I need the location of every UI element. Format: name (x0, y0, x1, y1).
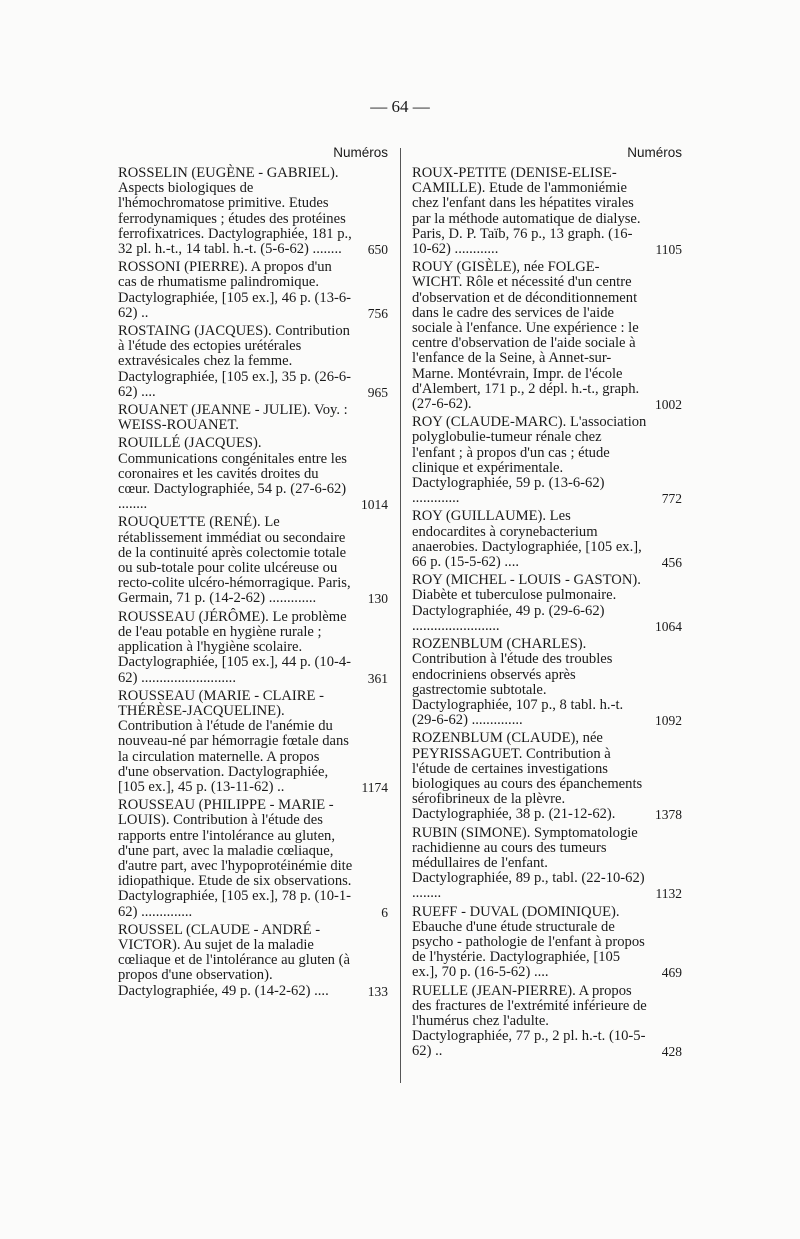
entry-text: ROZENBLUM (CLAUDE), née PEYRISSAGUET. Contribution à l'étude de certaines investigations biologiques au cours des épanchements sérofibrineux de la plèvre. Dactylographiée, 38 p. (21-12-62). (412, 730, 643, 823)
entry-number: 1174 (361, 779, 388, 795)
entry-text: ROY (CLAUDE-MARC). L'association polyglobulie-tumeur rénale chez l'enfant ; à propos d'un cas ; étude clinique et expérimentale. Dactylographiée, 59 p. (13-6-62) ............. (412, 414, 647, 507)
entry-text: ROSSELIN (EUGÈNE - GABRIEL). Aspects biologiques de l'hémochromatose primitive. Etudes ferrodynamiques ; études des protéines ferrofixatrices. Dactylographiée, 181 p., 32 pl. h.-t., 14 tabl. h.-t. (5-6-62) ........ (118, 165, 352, 258)
index-entry (118, 166, 388, 257)
entry-number: 965 (367, 384, 388, 400)
column-header: Numéros (627, 145, 682, 160)
index-entry (118, 689, 388, 795)
entry-number: 6 (381, 904, 388, 920)
entry-text: RUEFF - DUVAL (DOMINIQUE). Ebauche d'une étude structurale de psycho - pathologie de l'enfant à propos de l'hystérie. Dactylographiée, [105 ex.], 70 p. (16-5-62) .... (412, 903, 645, 981)
entry-text: ROUSSEAU (PHILIPPE - MARIE - LOUIS). Contribution à l'étude des rapports entre l'intolérance au gluten, d'une part, avec la maladie cœliaque, d'autre part, avec l'hypoprotéinémie dite idiopathique. Etude de six observations. Dactylographiée, [105 ex.], 78 p. (10-1-62) .............. (118, 797, 353, 920)
entry-number: 456 (661, 555, 682, 571)
entry-number: 1014 (361, 497, 388, 513)
left-column (118, 145, 388, 1002)
index-entry (118, 436, 388, 512)
entry-number: 1378 (655, 807, 682, 823)
entry-number: 650 (367, 242, 388, 258)
page-number: — 64 — (370, 97, 430, 116)
left-entries (118, 166, 388, 999)
entry-text: ROUSSEL (CLAUDE - ANDRÉ - VICTOR). Au sujet de la maladie cœliaque et de l'intolérance au gluten (à propos d'une observation). Dactylographiée, 49 p. (14-2-62) .... (118, 921, 350, 999)
index-entry (412, 260, 682, 412)
entry-number: 756 (367, 305, 388, 321)
entry-text: ROY (MICHEL - LOUIS - GASTON). Diabète et tuberculose pulmonaire. Dactylographiée, 49 p. (29-6-62) ........................ (412, 572, 641, 634)
entry-text: ROZENBLUM (CHARLES). Contribution à l'étude des troubles endocriniens observés après gastrectomie subtotale. Dactylographiée, 107 p., 8 tabl. h.-t. (29-6-62) .............. (412, 636, 624, 729)
index-entry (118, 324, 388, 400)
column-header: Numéros (333, 145, 388, 160)
entry-number: 1002 (655, 397, 682, 413)
entry-text: ROSSONI (PIERRE). A propos d'un cas de rhumatisme palindromique. Dactylographiée, [105 ex.], 46 p. (13-6-62) .. (118, 259, 352, 321)
entry-number: 469 (661, 965, 682, 981)
index-entry (118, 403, 388, 433)
right-column (412, 145, 682, 1063)
entry-text: ROSTAING (JACQUES). Contribution à l'étude des ectopies urétérales extravésicales chez la femme. Dactylographiée, [105 ex.], 35 p. (26-6-62) .... (118, 323, 352, 400)
entry-text: ROUILLÉ (JACQUES). Communications congénitales entre les coronaires et les cavités droites du cœur. Dactylographiée, 54 p. (27-6-62) ........ (118, 435, 347, 513)
entry-number: 130 (367, 591, 388, 607)
index-entry (118, 923, 388, 999)
entry-number: 1132 (655, 886, 682, 902)
index-entry (412, 826, 682, 902)
index-entry (118, 515, 388, 606)
entry-number: 772 (661, 491, 682, 507)
index-entry (118, 610, 388, 686)
index-entry (412, 731, 682, 822)
entry-number: 1092 (655, 713, 682, 729)
index-entry (412, 166, 682, 257)
entry-text: ROUX-PETITE (DENISE-ELISE-CAMILLE). Etude de l'ammoniémie chez l'enfant dans les hépatites virales par la méthode automatique de dialyse. Paris, D. P. Taïb, 76 p., 13 graph. (16-10-62) ............ (412, 165, 641, 258)
entry-text: ROUANET (JEANNE - JULIE). Voy. : WEISS-ROUANET. (118, 402, 348, 434)
index-entry (412, 984, 682, 1060)
entry-number: 1064 (655, 618, 682, 634)
entry-text: ROUSSEAU (MARIE - CLAIRE - THÉRÈSE-JACQUELINE). Contribution à l'étude de l'anémie du nouveau-né par hémorragie fœtale dans la circulation maternelle. A propos d'une observation. Dactylographiée, [105 ex.], 45 p. (13-11-62) .. (118, 687, 349, 795)
entry-text: RUBIN (SIMONE). Symptomatologie rachidienne au cours des tumeurs médullaires de l'enfant. Dactylographiée, 89 p., tabl. (22-10-62) ........ (412, 824, 645, 902)
entry-number: 133 (367, 983, 388, 999)
index-entry (412, 637, 682, 728)
index-entry (118, 798, 388, 920)
entry-text: ROUSSEAU (JÉRÔME). Le problème de l'eau potable en hygiène rurale ; application à l'hygiène scolaire. Dactylographiée, [105 ex.], 44 p. (10-4-62) .......................... (118, 608, 352, 686)
right-entries (412, 166, 682, 1060)
index-entry (412, 415, 682, 506)
index-entry (118, 260, 388, 321)
entry-text: RUELLE (JEAN-PIERRE). A propos des fractures de l'extrémité inférieure de l'humérus chez l'adulte. Dactylographiée, 77 p., 2 pl. h.-t. (10-5-62) .. (412, 982, 647, 1060)
entry-number: 1105 (655, 242, 682, 258)
entry-number: 361 (367, 670, 388, 686)
entry-text: ROUY (GISÈLE), née FOLGE-WICHT. Rôle et nécessité d'un centre d'observation et de déconditionnement dans le cadre des services de l'aide sociale à l'enfance. Une expérience : le centre d'observation de l'aide sociale à l'enfance de la Seine, à Annet-sur-Marne. Montévrain, Impr. de l'école d'Alembert, 171 p., 2 dépl. h.-t., graph. (27-6-62). (412, 259, 640, 413)
index-entry (412, 573, 682, 634)
entry-number: 428 (661, 1044, 682, 1060)
column-divider (400, 148, 401, 1083)
index-entry (412, 509, 682, 570)
entry-text: ROUQUETTE (RENÉ). Le rétablissement immédiat ou secondaire de la continuité après colectomie totale ou sub-totale pour colite ulcéreuse ou recto-colite ulcéro-hémorragique. Paris, Germain, 71 p. (14-2-62) ............. (118, 514, 351, 607)
index-entry (412, 905, 682, 981)
entry-text: ROY (GUILLAUME). Les endocardites à corynebacterium anaerobies. Dactylographiée, [105 ex.], 66 p. (15-5-62) .... (412, 508, 642, 571)
